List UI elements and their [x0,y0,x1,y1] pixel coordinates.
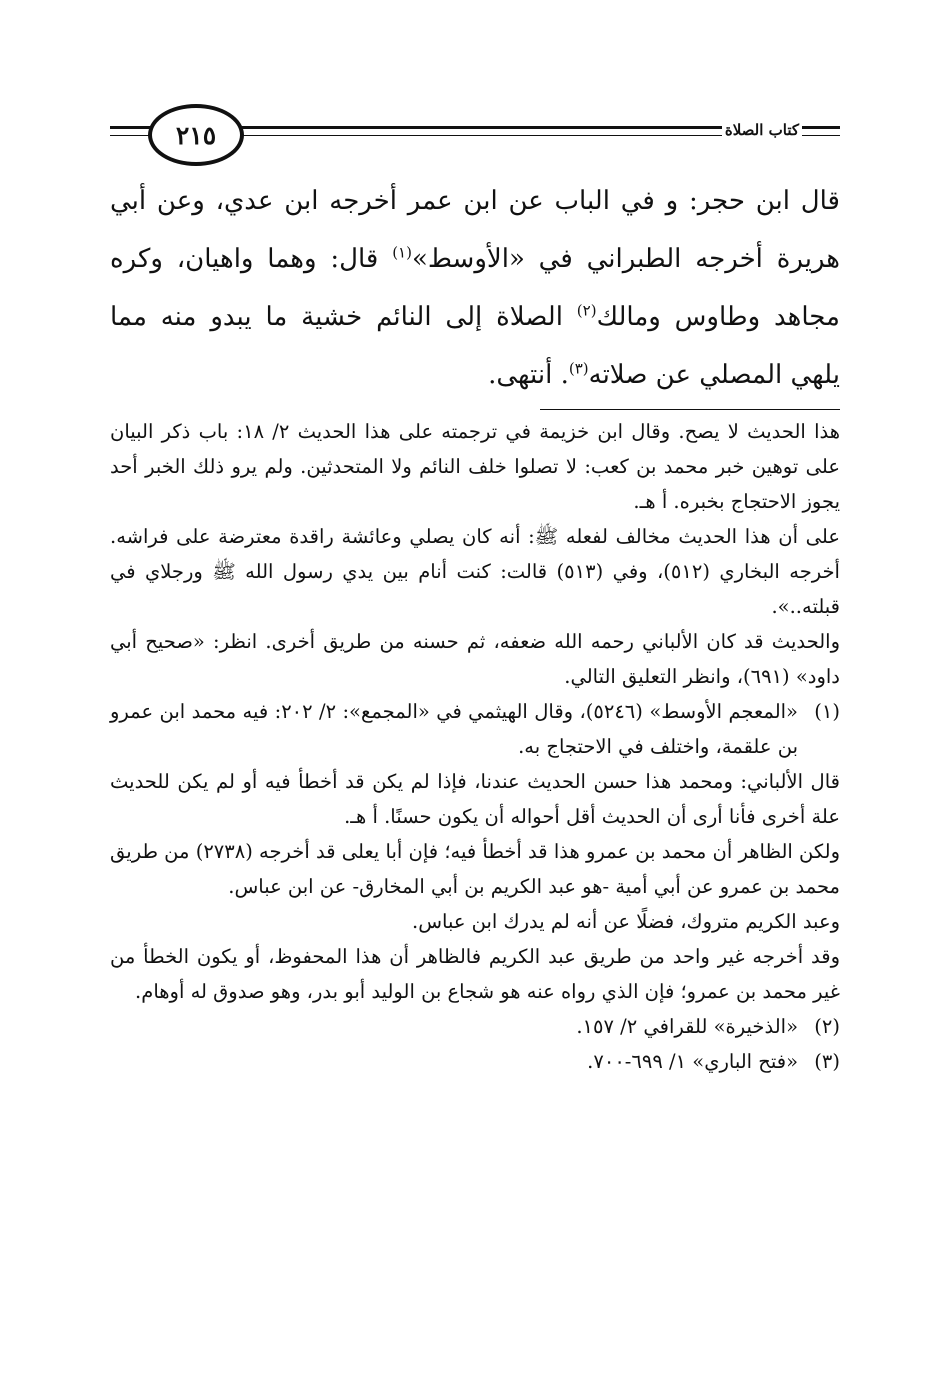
main-text-part-4: . أنتهى. [488,360,569,390]
footnote-3 [110,1044,840,1079]
main-text [110,172,840,404]
footnote-1 [110,694,840,764]
book-title: كتاب الصلاة [722,120,802,140]
footnote-separator [540,409,840,410]
footnote-1-text: «المعجم الأوسط» (٥٢٤٦)، وقال الهيثمي في «المجمع»: ٢/ ٢٠٢: فيه محمد ابن عمرو بن علقمة، واختلف في الاحتجاج به. [110,700,798,758]
main-text-part-1: قال ابن حجر: و في الباب عن ابن عمر أخرجه ابن عدي، وعن أبي هريرة أخرجه الطبراني في «الأوسط» [110,186,840,274]
footnote-continuation-paragraph: على أن هذا الحديث مخالف لفعله ﷺ: أنه كان يصلي وعائشة راقدة معترضة على فراشه. أخرجه البخاري (٥١٢)، وفي (٥١٣) قالت: كنت أنام بين يدي رسول الله ﷺ ورجلاي في قبلته..». [110,525,840,618]
main-paragraph [110,172,840,404]
footnote-2-number: (٢) [814,1015,840,1038]
page-number: ٢١٥ [148,104,244,166]
footnote-ref-1: (١) [392,243,412,262]
main-text-part-2: قال: وهما واهيان، وكره مجاهد وطاوس ومالك [110,244,840,332]
footnote-1-paragraph: قال الألباني: ومحمد هذا حسن الحديث عندنا، فإذا لم يكن قد أخطأ فيه أو لم يكن للحديث علة أخرى فأنا أرى أن الحديث أقل أحواله أن يكون حسنًا. أ هـ. [110,770,840,828]
page-header [110,100,840,166]
footnote-3-text: «فتح الباري» ١/ ٦٩٩-٧٠٠. [587,1050,798,1073]
footnote-2 [110,1009,840,1044]
main-text-part-3: الصلاة إلى النائم خشية ما يبدو منه مما يلهي المصلي عن صلاته [110,302,840,390]
footnote-ref-3: (٣) [568,359,589,378]
footnote-1-paragraph: وعبد الكريم متروك، فضلًا عن أنه لم يدرك ابن عباس. [412,910,840,933]
footnote-continuation-paragraph: هذا الحديث لا يصح. وقال ابن خزيمة في ترجمته على هذا الحديث ٢/ ١٨: باب ذكر البيان على توهين خبر محمد بن كعب: لا تصلوا خلف النائم ولا المتحدثين. ولم يرو ذلك الخبر أحد يجوز الاحتجاج بخبره. أ هـ. [110,420,841,513]
footnote-1-paragraph: ولكن الظاهر أن محمد بن عمرو هذا قد أخطأ فيه؛ فإن أبا يعلى قد أخرجه (٢٧٣٨) من طريق محمد بن عمرو عن أبي أمية -هو عبد الكريم بن أبي المخارق- عن ابن عباس. [110,840,840,898]
footnote-1-paragraph: وقد أخرجه غير واحد من طريق عبد الكريم فالظاهر أن هذا المحفوظ، أو يكون الخطأ من غير محمد بن عمرو؛ فإن الذي رواه عنه هو شجاع بن الوليد أبو بدر، وهو صدوق له أوهام. [110,945,840,1003]
footnotes [110,414,840,1079]
footnote-1-number: (١) [814,700,840,723]
footnote-continuation-paragraph: والحديث قد كان الألباني رحمه الله ضعفه، ثم حسنه من طريق أخرى. انظر: «صحيح أبي داود» (٦٩١)، وانظر التعليق التالي. [110,630,840,688]
footnote-ref-2: (٢) [576,301,597,320]
footnote-3-number: (٣) [814,1050,840,1073]
header-rule-left-top [110,126,154,129]
footnote-2-text: «الذخيرة» للقرافي ٢/ ١٥٧. [576,1015,798,1038]
